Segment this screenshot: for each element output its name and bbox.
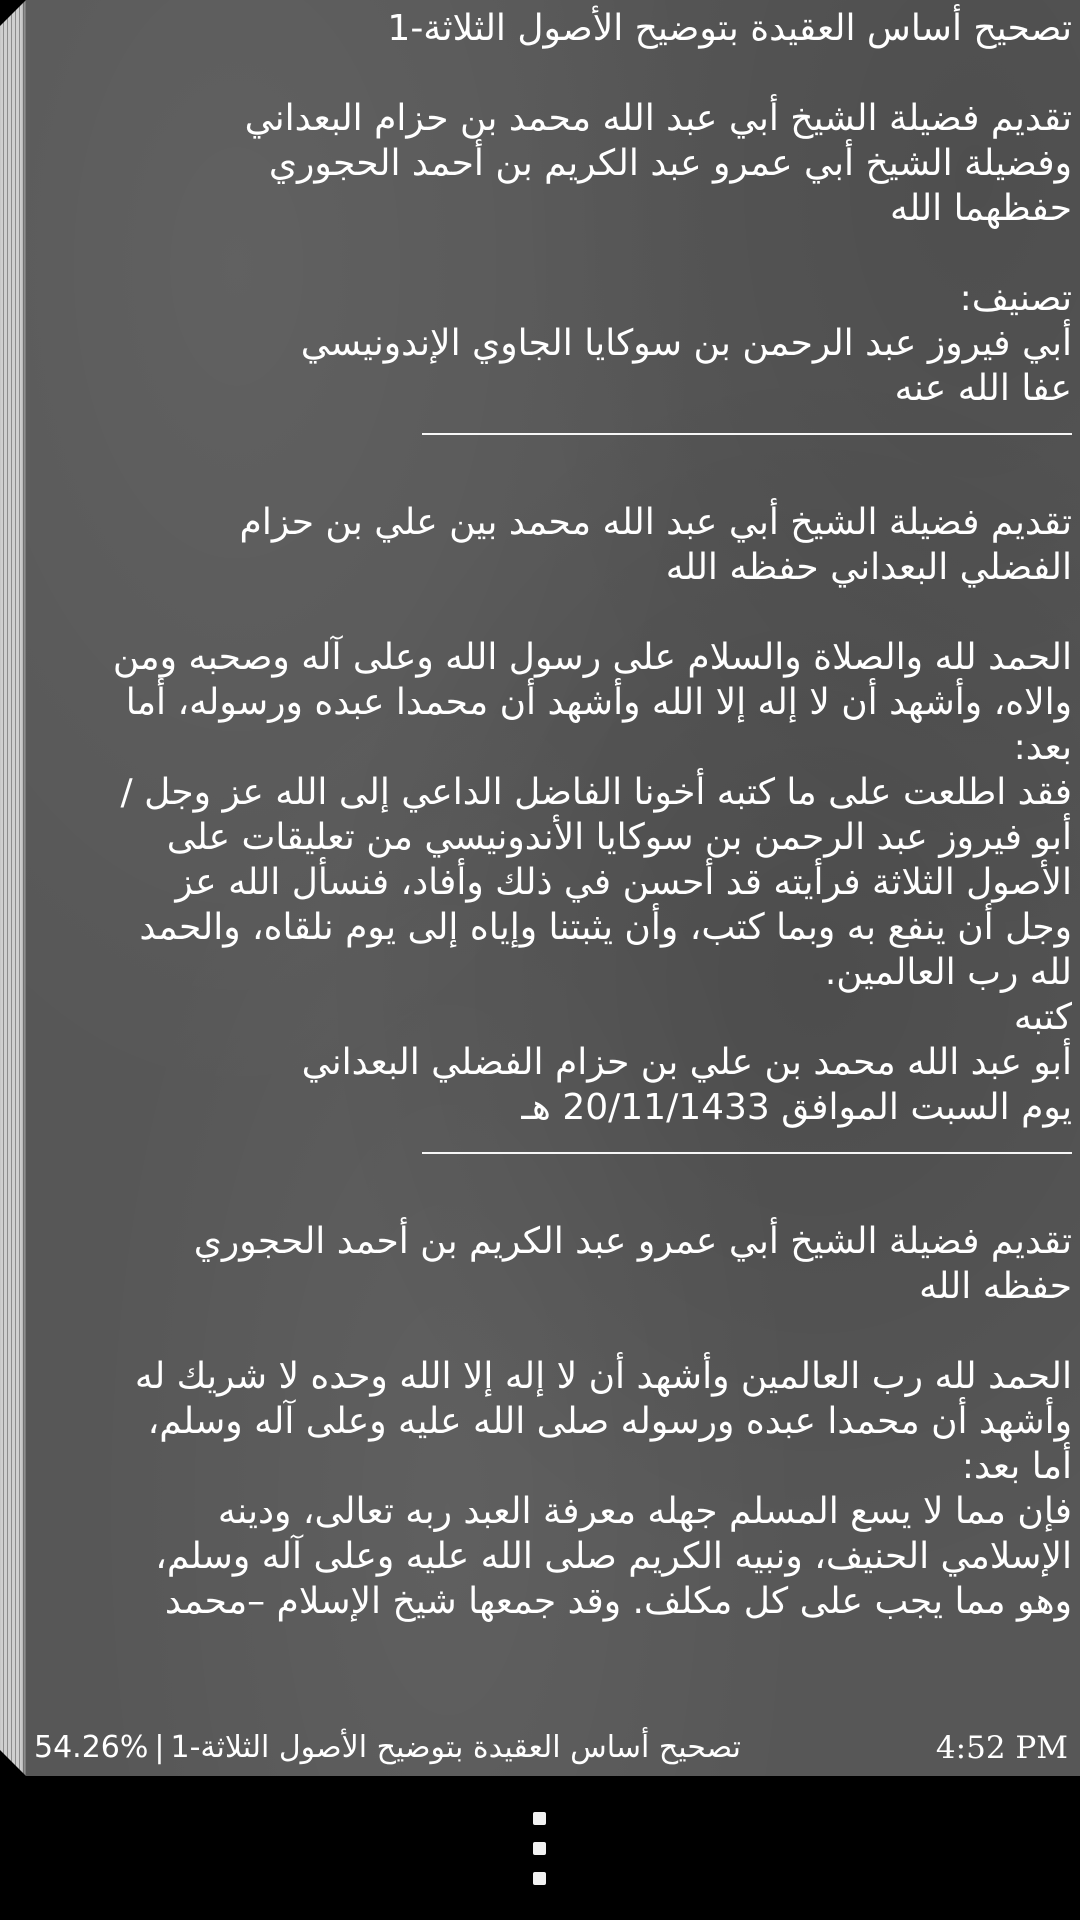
reading-progress: %54.26 bbox=[34, 1730, 149, 1765]
body-line: وجل أن ينفع به وبما كتب، وأن يثبتنا وإياه إلى يوم نلقاه، والحمد bbox=[139, 907, 1072, 948]
menu-dot bbox=[533, 1842, 546, 1855]
body-line: والاه، وأشهد أن لا إله إلا الله وأشهد أن محمدا عبده ورسوله، أما bbox=[125, 682, 1072, 723]
body-line: أبو فيروز عبد الرحمن بن سوكايا الأندونيسي من تعليقات على bbox=[166, 817, 1072, 858]
section1-body bbox=[36, 635, 1072, 1130]
body-line: فإن مما لا يسع المسلم جهله معرفة العبد ربه تعالى، ودينه bbox=[217, 1491, 1072, 1532]
section-divider bbox=[422, 1152, 1072, 1154]
author-line: أبي فيروز عبد الرحمن بن سوكايا الجاوي الإندونيسي bbox=[300, 323, 1072, 364]
heading-line: الفضلي البعداني حفظه الله bbox=[665, 547, 1072, 588]
intro-line: تقديم فضيلة الشيخ أبي عبد الله محمد بن حزام البعداني bbox=[244, 98, 1072, 139]
intro-line: وفضيلة الشيخ أبي عمرو عبد الكريم بن أحمد الحجوري bbox=[268, 143, 1072, 184]
author-line: عفا الله عنه bbox=[894, 368, 1072, 409]
menu-dot bbox=[533, 1872, 546, 1885]
page-edges-decoration bbox=[0, 0, 26, 1776]
body-line: أما بعد: bbox=[961, 1446, 1072, 1487]
intro-block bbox=[36, 96, 1072, 231]
status-book-title: تصحيح أساس العقيدة بتوضيح الأصول الثلاثة-1 bbox=[170, 1730, 742, 1765]
body-line: فقد اطلعت على ما كتبه أخونا الفاضل الداعي إلى الله عز وجل / bbox=[120, 772, 1072, 813]
heading-line: تقديم فضيلة الشيخ أبي عمرو عبد الكريم بن أحمد الحجوري bbox=[193, 1221, 1072, 1262]
section2-body bbox=[36, 1354, 1072, 1624]
overflow-menu-icon[interactable] bbox=[520, 1806, 560, 1890]
body-line: وأشهد أن محمدا عبده ورسوله صلى الله عليه وعلى آله وسلم، bbox=[147, 1401, 1072, 1442]
body-line: بعد: bbox=[1013, 727, 1072, 768]
section2-heading bbox=[36, 1219, 1072, 1309]
body-line: لله رب العالمين. bbox=[824, 952, 1072, 993]
body-line: يوم السبت الموافق 20/11/1433 هـ bbox=[521, 1087, 1072, 1128]
clock-time: 4:52 PM bbox=[935, 1730, 1068, 1766]
author-block bbox=[36, 276, 1072, 411]
heading-line: تقديم فضيلة الشيخ أبي عبد الله محمد بين علي بن حزام bbox=[239, 502, 1072, 543]
body-line: الحمد لله رب العالمين وأشهد أن لا إله إلا الله وحده لا شريك له bbox=[134, 1356, 1072, 1397]
section1-heading bbox=[36, 500, 1072, 590]
body-line: وهو مما يجب على كل مكلف. وقد جمعها شيخ الإسلام –محمد bbox=[164, 1581, 1072, 1622]
body-line: الإسلامي الحنيف، ونبيه الكريم صلى الله عليه وعلى آله وسلم، bbox=[155, 1536, 1072, 1577]
body-line: كتبه bbox=[1013, 997, 1072, 1038]
author-label: تصنيف: bbox=[959, 278, 1072, 319]
navigation-bar bbox=[0, 1776, 1080, 1920]
menu-dot bbox=[533, 1812, 546, 1825]
book-title-heading: تصحيح أساس العقيدة بتوضيح الأصول الثلاثة-1 bbox=[387, 8, 1072, 49]
reader-status-bar bbox=[26, 1720, 1080, 1776]
section-divider bbox=[422, 433, 1072, 435]
book-page[interactable] bbox=[26, 0, 1080, 1776]
status-separator: | bbox=[154, 1730, 165, 1765]
body-line: الحمد لله والصلاة والسلام على رسول الله وعلى آله وصحبه ومن bbox=[112, 637, 1072, 678]
heading-line: حفظه الله bbox=[919, 1266, 1072, 1307]
body-line: الأصول الثلاثة فرأيته قد أحسن في ذلك وأفاد، فنسأل الله عز bbox=[175, 862, 1072, 903]
reader-text[interactable] bbox=[36, 0, 1072, 1718]
body-line: أبو عبد الله محمد بن علي بن حزام الفضلي البعداني bbox=[301, 1042, 1072, 1083]
intro-line: حفظهما الله bbox=[889, 188, 1072, 229]
book-progress-info bbox=[34, 1730, 741, 1765]
